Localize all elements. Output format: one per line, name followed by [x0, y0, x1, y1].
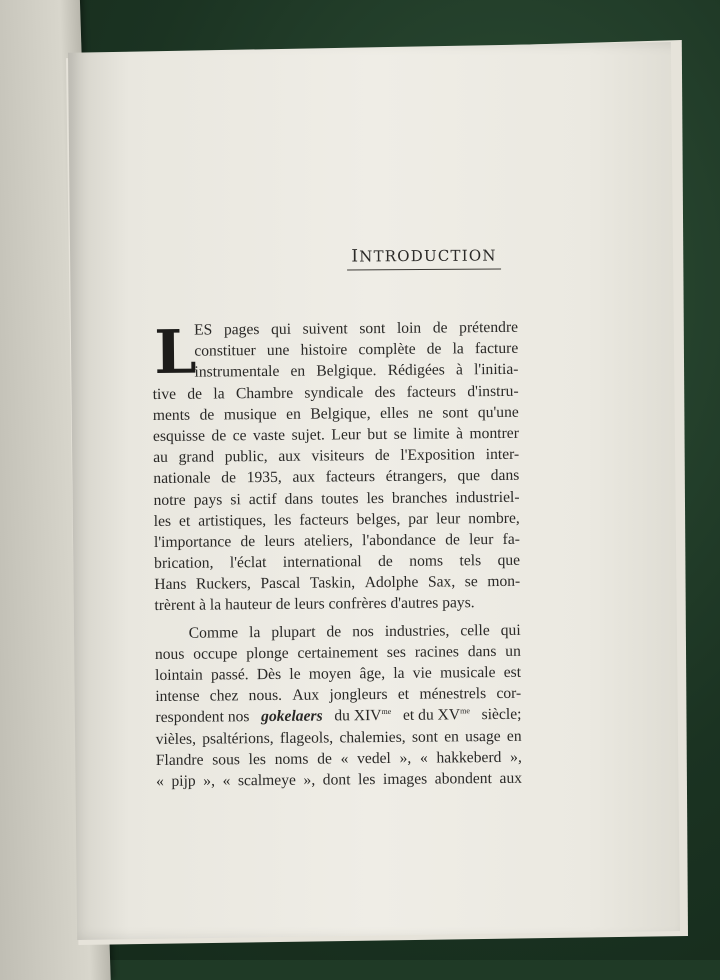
word: noms — [409, 552, 444, 570]
word: pays — [193, 490, 223, 509]
word: moyen — [308, 665, 352, 683]
paragraph-1 — [152, 317, 521, 617]
word: « — [222, 772, 231, 790]
word: étrangers, — [385, 467, 447, 486]
word: vedel — [356, 749, 391, 767]
word: mon- — [487, 573, 521, 591]
word: leur — [469, 530, 494, 549]
word: des — [374, 383, 396, 401]
word: tels — [459, 552, 482, 570]
word: suivent — [302, 320, 348, 338]
word: ses — [386, 643, 407, 661]
word: chalemies, — [339, 728, 406, 746]
word: de — [199, 406, 215, 424]
word: aux — [278, 447, 301, 466]
word: ce — [232, 427, 247, 445]
word: Comme — [188, 623, 239, 642]
word: ménestrels — [419, 685, 487, 703]
word: constituer — [194, 342, 256, 360]
word: occupe — [193, 645, 238, 663]
word: se — [464, 573, 478, 591]
word: « — [155, 772, 164, 790]
word: en — [444, 727, 459, 746]
word: sont — [442, 403, 469, 422]
word: dans — [284, 490, 314, 508]
word: inter- — [485, 445, 520, 464]
word: hakkeberd — [436, 748, 502, 767]
word: l'initia- — [473, 361, 519, 379]
word: Chambre — [235, 384, 294, 402]
word: âge, — [359, 664, 386, 683]
word: Belgique, — [310, 404, 371, 423]
word: Aux — [292, 686, 320, 704]
body-text — [152, 317, 522, 792]
word: celle — [460, 621, 490, 639]
word: public, — [224, 448, 268, 466]
word: toutes — [321, 489, 359, 508]
word: leurs — [264, 532, 295, 550]
word: que — [497, 551, 521, 570]
word: industriel- — [455, 488, 520, 506]
word: musicale — [439, 664, 496, 682]
word: histoire — [300, 341, 348, 359]
word: Hans — [154, 575, 187, 594]
word: limite — [413, 425, 450, 443]
word: industries, — [384, 622, 450, 640]
word: nombre, — [468, 509, 520, 527]
word: pijp — [171, 772, 196, 790]
word: les — [248, 750, 267, 768]
word: ES — [194, 321, 213, 339]
century-text: du XIV — [334, 707, 382, 725]
word: que — [457, 467, 481, 485]
word: Ruckers, — [195, 575, 251, 593]
word: l'abondance — [362, 531, 437, 550]
word: « — [340, 750, 349, 768]
word: artistiques, — [198, 511, 267, 530]
word: Taskin, — [309, 574, 356, 592]
word: de — [326, 622, 342, 641]
word: de — [317, 750, 332, 768]
word: », — [203, 772, 216, 790]
word: noms — [274, 750, 309, 768]
word: leur — [435, 510, 461, 528]
word: en — [290, 363, 306, 381]
word: les — [366, 489, 384, 507]
word: de — [240, 532, 256, 551]
word: d'instru- — [467, 382, 519, 400]
word: », — [399, 749, 412, 767]
superscript: me — [381, 707, 392, 717]
word: de — [445, 531, 460, 549]
word: de — [221, 469, 237, 487]
word: est — [503, 663, 522, 681]
word: ne — [418, 404, 433, 422]
word: aux — [292, 468, 316, 487]
word: fa- — [502, 530, 520, 548]
word: un — [505, 642, 521, 660]
word: Dès — [256, 665, 282, 684]
word: ateliers, — [303, 532, 353, 550]
word: nous — [154, 645, 185, 663]
word: », — [303, 771, 316, 789]
word: 1935, — [246, 469, 282, 487]
text-line — [153, 486, 519, 510]
heading-initial: I — [351, 246, 360, 267]
word: Pascal — [260, 574, 301, 593]
word: jongleurs — [329, 686, 388, 704]
word: dans — [467, 642, 497, 661]
word: facteurs — [325, 468, 376, 486]
word: par — [408, 510, 429, 528]
word: passé. — [210, 666, 249, 684]
text-segment: respondent nos — [155, 708, 250, 727]
word: à — [455, 361, 463, 379]
text-line — [155, 619, 521, 643]
text-segment — [334, 705, 391, 727]
word: vie — [412, 664, 432, 682]
text-line: trèrent à la hauteur de leurs confrères d'autres pays. — [154, 594, 475, 615]
word: Leur — [331, 426, 361, 444]
word: Belgique. — [316, 362, 377, 380]
word: sujet. — [291, 426, 325, 444]
word: qu'une — [477, 403, 519, 421]
word: de — [432, 319, 448, 337]
word: nous. — [248, 687, 283, 705]
word: but — [367, 425, 388, 444]
word: esquisse — [152, 427, 206, 445]
word: Flandre — [155, 751, 204, 769]
word: dans — [490, 467, 520, 485]
text-segment: siècle; — [481, 706, 522, 724]
word: de — [374, 447, 390, 465]
word: images — [382, 770, 428, 788]
word: nos — [352, 622, 374, 640]
word: nationale — [153, 469, 211, 488]
word: l'importance — [153, 533, 232, 551]
word: qui — [270, 320, 292, 338]
word: scalmeye — [237, 771, 296, 790]
word: intense — [155, 687, 200, 706]
word: l'éclat — [229, 554, 267, 572]
word: psaltérions, — [202, 729, 274, 748]
word: « — [419, 749, 428, 767]
chapter-heading — [347, 245, 501, 270]
word: la — [452, 340, 464, 358]
word: racines — [414, 643, 460, 661]
word: syndicale — [304, 383, 364, 402]
word: sont — [359, 319, 386, 338]
word: la — [393, 664, 405, 682]
word: et — [397, 685, 410, 704]
word: ments — [152, 406, 191, 424]
word: dont — [322, 771, 351, 789]
heading-rest: NTRODUCTION — [359, 246, 497, 266]
word: sous — [212, 750, 240, 769]
word: les — [273, 511, 292, 529]
word: se — [393, 425, 407, 443]
word: si — [230, 490, 241, 508]
word: facteurs — [406, 382, 457, 401]
word: les — [153, 512, 172, 530]
word: en — [286, 405, 301, 423]
word: brication, — [154, 554, 214, 573]
superscript: me — [460, 706, 470, 716]
text-line — [156, 768, 522, 792]
word: l'Exposition — [400, 446, 476, 464]
word: au — [153, 448, 168, 467]
word: de — [378, 552, 393, 571]
word: facteurs — [299, 510, 349, 529]
word: international — [282, 553, 362, 571]
word: vièles, — [155, 730, 197, 748]
word: les — [358, 771, 376, 789]
word: le — [289, 665, 301, 683]
word: facture — [474, 339, 519, 358]
word: pages — [223, 321, 260, 339]
word: visiteurs — [311, 447, 365, 465]
word: qui — [500, 621, 521, 639]
word: et — [178, 512, 191, 530]
word: Adolphe — [364, 573, 419, 592]
word: une — [266, 341, 290, 360]
word: complète — [358, 340, 416, 359]
word: notre — [153, 491, 186, 509]
word: grand — [178, 448, 215, 466]
word: abondent — [434, 769, 492, 788]
word: de — [187, 385, 203, 403]
word: flageols, — [279, 728, 334, 747]
text-line — [153, 402, 519, 426]
word: tive — [152, 385, 177, 403]
word: actif — [248, 490, 277, 508]
drop-cap: L — [153, 317, 197, 388]
word: certainement — [297, 643, 379, 662]
word: en — [506, 727, 522, 745]
word: prétendre — [459, 318, 519, 337]
word: montrer — [469, 424, 519, 443]
word: elles — [379, 404, 409, 422]
word: cor- — [496, 684, 522, 703]
word: vaste — [252, 426, 286, 445]
text-segment — [403, 705, 470, 727]
word: la — [213, 384, 225, 403]
word: Sax, — [427, 573, 456, 591]
word: branches — [391, 488, 448, 507]
word: plonge — [246, 644, 289, 663]
word: plupart — [271, 623, 316, 641]
word: musique — [223, 405, 277, 424]
word: de — [426, 340, 442, 358]
word: », — [510, 748, 522, 766]
word: la — [249, 623, 261, 641]
italic-term: gokelaers — [261, 707, 323, 726]
paragraph-2 — [155, 619, 522, 792]
word: instrumentale — [194, 363, 280, 382]
word: à — [456, 425, 464, 443]
word: loin — [396, 319, 422, 337]
word: sont — [411, 728, 438, 746]
text-line — [152, 338, 518, 362]
word: belges, — [356, 510, 401, 528]
word: chez — [209, 687, 239, 705]
word: lointain — [155, 666, 203, 684]
century-text: et du XV — [402, 706, 461, 725]
word: usage — [465, 727, 501, 745]
word: Rédigées — [387, 361, 445, 380]
word: de — [211, 427, 227, 445]
word: aux — [499, 769, 523, 787]
